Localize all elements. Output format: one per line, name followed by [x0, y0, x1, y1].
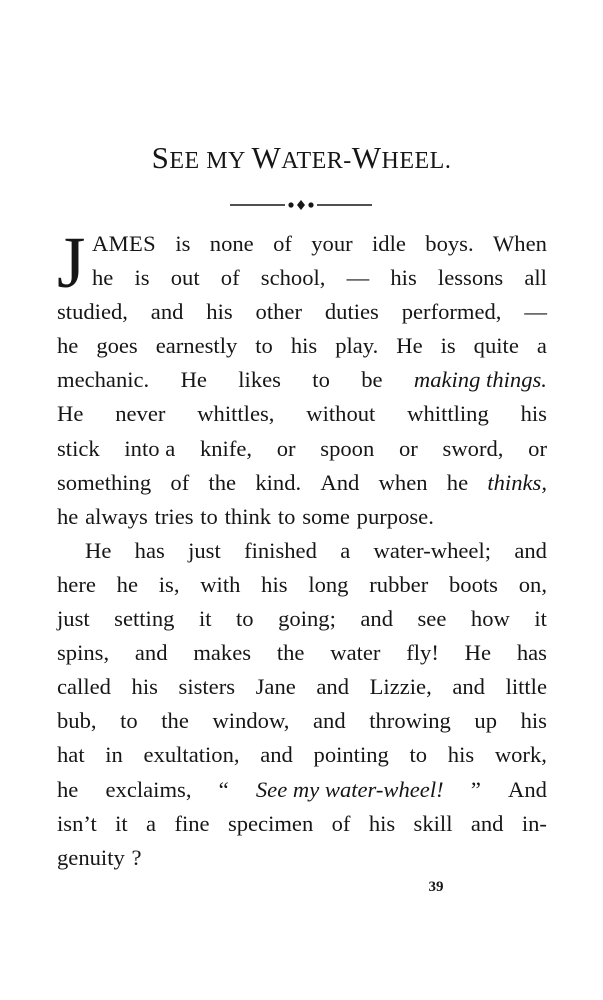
word: it: [198, 606, 212, 632]
word: none: [209, 231, 254, 256]
word: when: [378, 469, 428, 495]
word: mechanic.: [57, 367, 150, 393]
word: genuity: [57, 844, 125, 870]
title-letter-s: S: [151, 140, 170, 175]
word: going;: [278, 606, 336, 632]
text-line: [57, 227, 547, 261]
word: and: [134, 640, 168, 666]
word: all: [524, 265, 547, 291]
text-line: [57, 261, 547, 295]
word: and: [260, 742, 293, 768]
word: making things.: [413, 367, 547, 393]
word: spoon: [320, 435, 375, 461]
word: knife,: [199, 435, 253, 461]
word: the: [161, 708, 189, 734]
word: throwing: [369, 708, 451, 734]
word: with: [200, 571, 241, 597]
word: and: [150, 299, 184, 325]
word: quite: [473, 333, 519, 359]
page-number: 39: [428, 879, 444, 895]
word: goes: [96, 333, 138, 359]
word: he: [446, 469, 469, 495]
word: is: [134, 265, 150, 291]
word: has: [134, 537, 165, 563]
word: idle: [372, 231, 406, 256]
word: performed,: [401, 299, 502, 325]
word: water-wheel;: [373, 537, 492, 563]
word: makes: [193, 640, 252, 666]
text-line: [57, 329, 547, 363]
word: sisters: [178, 674, 236, 700]
word: something: [57, 469, 152, 495]
word: kind.: [255, 469, 302, 495]
word: his: [290, 333, 318, 359]
drop-cap: J: [57, 222, 86, 303]
word: And: [508, 776, 547, 802]
word: or: [528, 435, 547, 461]
word: He: [57, 401, 84, 427]
word: to: [200, 503, 218, 529]
body-text: [57, 222, 547, 875]
word: is,: [158, 571, 180, 597]
text-line: [57, 773, 547, 807]
word: He: [180, 367, 207, 393]
word: —: [346, 265, 370, 291]
word: of: [273, 231, 292, 256]
word: earnestly: [155, 333, 238, 359]
word: always: [85, 503, 148, 529]
word: Lizzie,: [369, 674, 432, 700]
word: his: [206, 299, 233, 325]
word: be: [361, 367, 383, 393]
word: bub,: [57, 708, 97, 734]
word: is: [440, 333, 456, 359]
word: out: [170, 265, 200, 291]
word: he: [57, 776, 79, 802]
word: work,: [494, 742, 547, 768]
word: a: [536, 333, 547, 359]
word: whittles,: [197, 401, 275, 427]
word: see: [417, 606, 447, 632]
word: of: [220, 265, 240, 291]
title-part-1: EE MY: [169, 148, 252, 174]
paragraphs: [57, 222, 547, 875]
word: up: [474, 708, 497, 734]
word: and: [316, 674, 350, 700]
word: ?: [131, 844, 142, 870]
text-line: [57, 704, 547, 738]
word: spins,: [57, 640, 110, 666]
word: school,: [260, 265, 326, 291]
text-line: [57, 602, 547, 636]
word: the: [276, 640, 305, 666]
word: isn’t: [57, 810, 97, 836]
word: fine: [174, 810, 210, 836]
word: his: [368, 810, 396, 836]
word: sword,: [442, 435, 504, 461]
word: play.: [335, 333, 379, 359]
word: without: [306, 401, 376, 427]
word: just: [57, 606, 90, 632]
word: is: [175, 231, 191, 256]
word: tries: [154, 503, 194, 529]
word: setting: [114, 606, 175, 632]
word: See my water-wheel!: [255, 776, 444, 802]
word: and: [514, 537, 547, 563]
word: a: [146, 810, 157, 836]
word: has: [516, 640, 547, 666]
word: a: [340, 537, 351, 563]
word: “: [218, 776, 229, 802]
word: stick: [57, 435, 100, 461]
word: it: [534, 606, 547, 632]
word: studied,: [57, 299, 128, 325]
word: and: [313, 708, 346, 734]
word: just: [188, 537, 221, 563]
text-line: [57, 670, 547, 704]
word: hat: [57, 742, 85, 768]
word: and: [470, 810, 504, 836]
word: likes: [238, 367, 281, 393]
word: boys.: [425, 231, 474, 256]
word: to: [312, 367, 330, 393]
word: And: [320, 469, 360, 495]
word: other: [255, 299, 302, 325]
word: or: [399, 435, 418, 461]
word: his: [261, 571, 288, 597]
word: here: [57, 571, 96, 597]
word: he: [92, 265, 114, 291]
word: exclaims,: [105, 776, 192, 802]
text-line: [57, 466, 547, 500]
word: to: [120, 708, 138, 734]
word: in: [105, 742, 123, 768]
word: thinks,: [487, 469, 547, 495]
word: fly!: [406, 640, 439, 666]
word: pointing: [313, 742, 389, 768]
title-letter-w2: W: [351, 140, 382, 175]
word: ”: [470, 776, 481, 802]
word: how: [470, 606, 510, 632]
word: it: [115, 810, 128, 836]
word: long: [308, 571, 349, 597]
word: to: [277, 503, 296, 529]
title-part-3: HEEL.: [381, 148, 452, 174]
word: his: [390, 265, 417, 291]
word: his: [520, 708, 547, 734]
text-line: [57, 841, 547, 875]
text-line: [57, 568, 547, 602]
word: to: [409, 742, 428, 768]
text-line: [57, 432, 547, 466]
word: the: [208, 469, 237, 495]
word: boots: [448, 571, 498, 597]
word: called: [57, 674, 111, 700]
word: and: [360, 606, 393, 632]
ornament-divider: [230, 198, 372, 212]
text-line: [57, 500, 547, 534]
word: into a: [124, 435, 176, 461]
word: exultation,: [143, 742, 240, 768]
word: some: [302, 503, 350, 529]
word: to: [236, 606, 254, 632]
word: and: [452, 674, 485, 700]
word: lessons: [437, 265, 504, 291]
word: AMES: [92, 231, 156, 256]
text-line: [57, 807, 547, 841]
word: Jane: [255, 674, 296, 700]
word: He: [85, 537, 112, 563]
word: When: [492, 231, 547, 256]
word: your: [311, 231, 353, 256]
word: little: [505, 674, 547, 700]
word: in-: [521, 810, 547, 836]
chapter-title: [0, 140, 603, 179]
word: He: [396, 333, 423, 359]
text-line: [57, 738, 547, 772]
word: think: [224, 503, 272, 529]
word: to: [255, 333, 273, 359]
word: skill: [413, 810, 453, 836]
title-part-2: ATER-: [281, 148, 352, 174]
word: whittling: [407, 401, 489, 427]
word: window,: [212, 708, 290, 734]
word: purpose.: [356, 503, 434, 529]
word: He: [464, 640, 492, 666]
word: or: [276, 435, 296, 461]
word: his: [447, 742, 475, 768]
word: —: [524, 299, 547, 325]
word: rubber: [369, 571, 429, 597]
word: he: [57, 503, 79, 529]
word: duties: [324, 299, 379, 325]
text-line: [57, 534, 547, 568]
title-letter-w1: W: [251, 140, 282, 175]
word: never: [115, 401, 166, 427]
word: specimen: [227, 810, 314, 836]
word: finished: [244, 537, 317, 563]
word: of: [170, 469, 190, 495]
word: his: [131, 674, 158, 700]
text-line: [57, 295, 547, 329]
word: he: [116, 571, 138, 597]
text-line: [57, 397, 547, 431]
word: he: [57, 333, 79, 359]
word: his: [520, 401, 547, 427]
text-line: [57, 636, 547, 670]
word: water: [330, 640, 381, 666]
word: on,: [518, 571, 547, 597]
text-line: [57, 363, 547, 397]
word: of: [331, 810, 351, 836]
